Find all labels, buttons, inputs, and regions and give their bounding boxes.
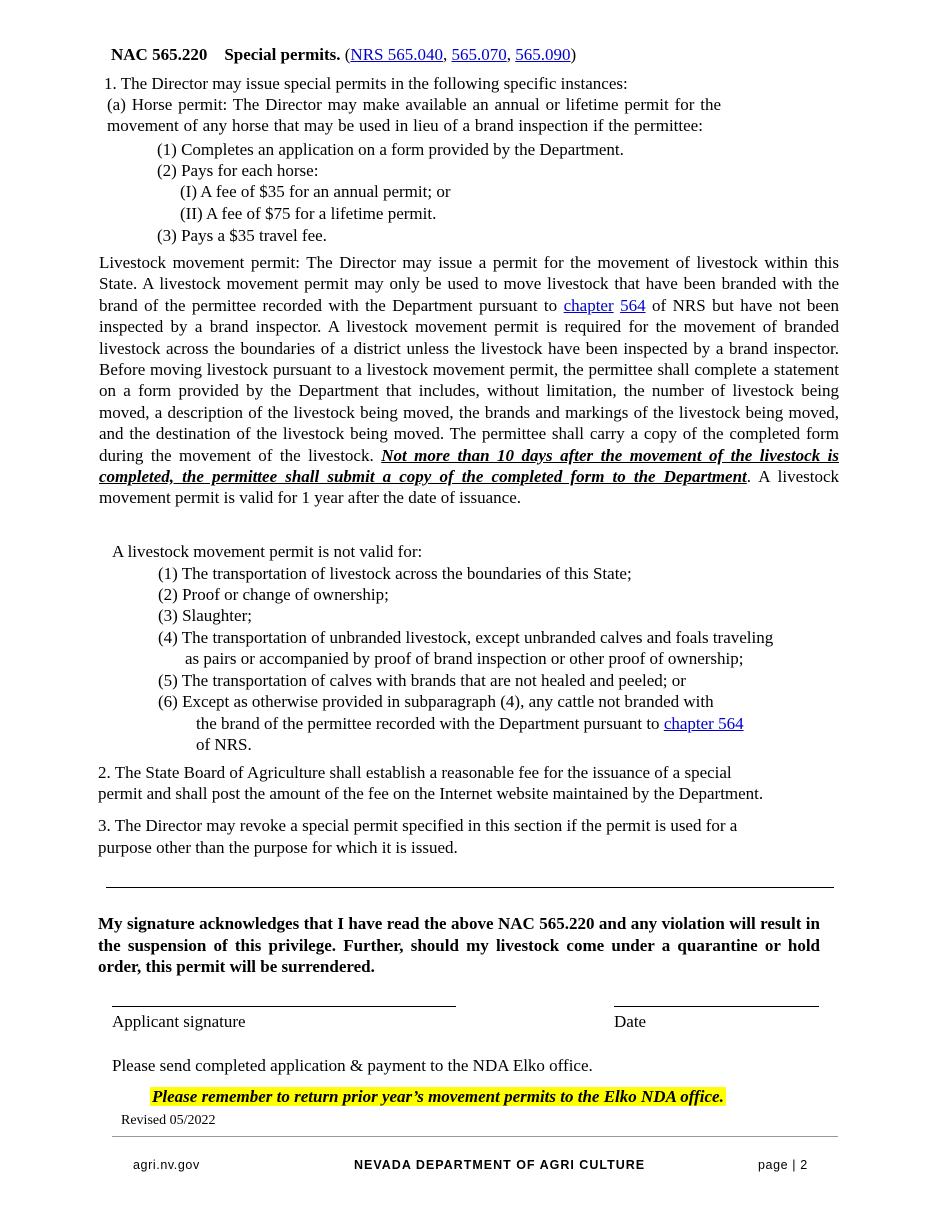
not-valid-item-6: (6) Except as otherwise provided in subparagraph (4), any cattle not branded with	[158, 692, 714, 711]
section-number: NAC 565.220	[111, 45, 208, 64]
date-label: Date	[614, 1012, 647, 1031]
section2-line2: permit and shall post the amount of the fee on the Internet website maintained by the Department.	[98, 784, 764, 803]
horse-item-1: (1) Completes an application on a form provided by the Department.	[157, 140, 624, 159]
reminder-highlight: Please remember to return prior year’s movement permits to the Elko NDA office.	[152, 1087, 724, 1106]
applicant-signature-line[interactable]	[112, 1006, 456, 1007]
not-valid-item-6-cont	[196, 713, 744, 734]
applicant-signature-label: Applicant signature	[112, 1012, 246, 1031]
nrs-565-090-link[interactable]: 565.090	[515, 45, 571, 64]
horse-permit-line1: (a) Horse permit: The Director may make available an annual or lifetime permit for the	[107, 95, 722, 114]
refs-close: )	[570, 45, 577, 64]
date-line[interactable]	[614, 1006, 819, 1007]
ref-separator: ,	[506, 45, 516, 64]
horse-item-2: (2) Pays for each horse:	[157, 161, 319, 180]
chapter-564-link[interactable]: 564	[620, 295, 646, 315]
send-instructions: Please send completed application & payment to the NDA Elko office.	[112, 1056, 593, 1075]
section-heading	[111, 44, 576, 65]
not-valid-intro: A livestock movement permit is not valid for:	[112, 542, 423, 561]
not-valid-item-6-text: the brand of the permittee recorded with the Department pursuant to	[196, 714, 660, 733]
submission-deadline-emphasis: Not more than 10 days after the movement of the livestock is completed, the permittee shall submit a copy of the completed form to the Department	[99, 445, 840, 487]
not-valid-item-4-cont: as pairs or accompanied by proof of brand inspection or other proof of ownership;	[185, 649, 744, 668]
footer-organization: NEVADA DEPARTMENT OF AGRI CULTURE	[354, 1158, 646, 1172]
revision-date: Revised 05/2022	[121, 1113, 216, 1128]
footer-divider	[112, 1136, 838, 1137]
not-valid-item-1: (1) The transportation of livestock across the boundaries of this State;	[158, 564, 632, 583]
chapter-link[interactable]: chapter	[563, 295, 614, 315]
horse-item-3: (3) Pays a $35 travel fee.	[157, 226, 327, 245]
acknowledgement-statement: My signature acknowledges that I have read the above NAC 565.220 and any violation will result in the suspension of this privilege. Further, should my livestock come under a quarantine or hold order, this permit will be surrendered.	[98, 914, 820, 976]
section2-line1: 2. The State Board of Agriculture shall establish a reasonable fee for the issuance of a special	[98, 763, 732, 782]
footer-page-number: page | 2	[758, 1158, 808, 1172]
refs-open: (	[344, 45, 351, 64]
return-permits-reminder	[150, 1086, 726, 1107]
section3-line2: purpose other than the purpose for which it is issued.	[98, 838, 458, 857]
nrs-565-040-link[interactable]: NRS 565.040	[350, 45, 443, 64]
not-valid-item-4: (4) The transportation of unbranded livestock, except unbranded calves and foals traveling	[158, 628, 774, 647]
not-valid-item-6-end: of NRS.	[196, 735, 252, 754]
horse-item-2-ii: (II) A fee of $75 for a lifetime permit.	[180, 204, 437, 223]
section-title: Special permits.	[224, 45, 341, 64]
nrs-565-070-link[interactable]: 565.070	[451, 45, 507, 64]
ref-separator: ,	[443, 45, 452, 64]
chapter-564-link-2[interactable]: chapter 564	[663, 714, 744, 733]
not-valid-item-2: (2) Proof or change of ownership;	[158, 585, 389, 604]
horse-item-2-i: (I) A fee of $35 for an annual permit; or	[180, 182, 451, 201]
livestock-text-3: . A livestock movement permit is valid for 1 year after the date of issuance.	[99, 467, 840, 508]
section3-line1: 3. The Director may revoke a special permit specified in this section if the permit is used for a	[98, 816, 738, 835]
not-valid-item-3: (3) Slaughter;	[158, 606, 252, 625]
section-divider	[106, 887, 834, 888]
footer-website: agri.nv.gov	[133, 1158, 200, 1172]
livestock-permit-paragraph	[99, 252, 839, 509]
not-valid-item-5: (5) The transportation of calves with brands that are not healed and peeled; or	[158, 671, 686, 690]
horse-permit-line2: movement of any horse that may be used in lieu of a brand inspection if the permittee:	[107, 116, 703, 135]
section1-intro: 1. The Director may issue special permits in the following specific instances:	[104, 74, 628, 93]
livestock-text-1: Livestock movement permit: The Director may issue a permit for the movement of livestock within this State. A livestock movement permit may only be used to move livestock that have been branded with the brand of the permittee recorded with the Department pursuant to	[99, 253, 839, 315]
livestock-text-2: of NRS but have not been inspected by a brand inspector. A livestock movement permit is required for the movement of branded livestock across the boundaries of a district unless the livestock have been inspected by a brand inspector. Before moving livestock pursuant to a livestock movement permit, the permittee shall complete a statement on a form provided by the Department that includes, without limitation, the number of livestock being moved, a description of the livestock being moved, the brands and markings of the livestock being moved, and the destination of the livestock being moved. The permittee shall carry a copy of the completed form during the movement of the livestock.	[99, 295, 840, 465]
